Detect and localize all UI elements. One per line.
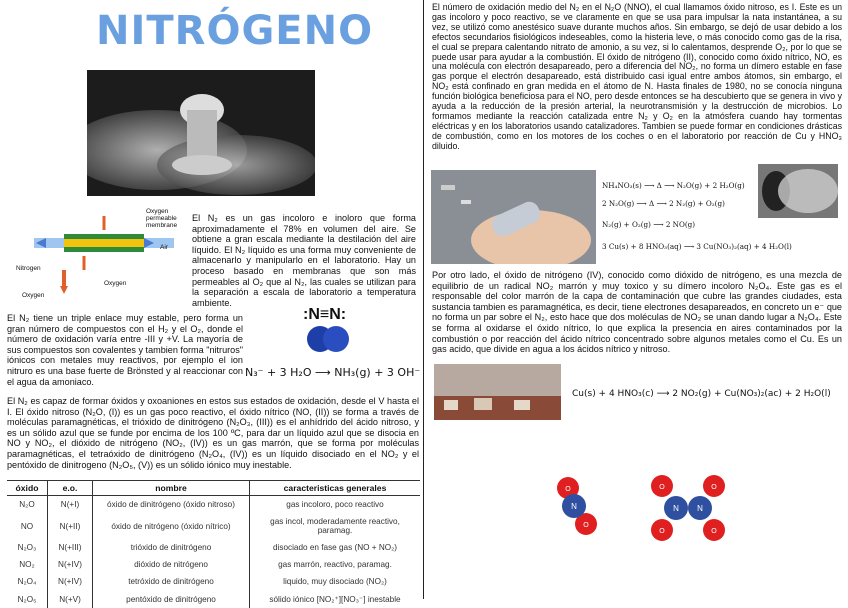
table-cell: N₂O (19, 500, 35, 509)
atom-label-o: O (583, 522, 589, 529)
no2-molecule-model (552, 476, 602, 536)
label-air: Air (160, 244, 168, 251)
equation-3: N₂(g) + O₂(g) ⟶ 2 NO(g) (602, 220, 696, 229)
intro-paragraph: El N₂ es un gas incoloro e inoloro que forma aproximadamente el 78% en volumen del aire. Se obtiene a gran escala mediante la destilación del aire líquido. El N₂ líquido es una forma muy conveniente de almacenarlo y manipularlo en el laboratorio. Hay un proceso basado en membranas que son más permeables al O₂ que al N₂, las cuales se utilizan para la separación a escala de laboratorio a temperatura ambiente. (192, 213, 416, 308)
atom-label-n: N (571, 502, 577, 511)
table-header: caracteristicas generales (250, 481, 421, 496)
atom-label-o: O (565, 486, 571, 493)
nitride-equation: N₃⁻ + 3 H₂O ⟶ NH₃(g) + 3 OH⁻ (245, 366, 421, 379)
triple-bond-paragraph: El N₂ tiene un triple enlace muy estable, pero forma un gran número de compuestos con el H₂ y el O₂, donde el número de oxidación varía entre -III y +V. La mayoría de sus compuestos son covalentes y tambien forma "nitruros" iónicos con metales muy reactivos, por ejemplo el ion nitruro es una base fuerte de Brönsted y al reaccionar con el agua da amoniaco. (7, 313, 243, 387)
table-cell: N(+I) (48, 496, 93, 514)
table-header: óxido (7, 481, 48, 496)
atom-label-n: N (697, 504, 703, 513)
equation-4: 3 Cu(s) + 8 HNO₃(aq) ⟶ 3 Cu(NO₃)₂(aq) + 4 H₂O(l) (602, 242, 792, 251)
table-cell: dióxido de nitrógeno (93, 556, 250, 573)
copper-nitric-equation: Cu(s) + 4 HNO₃(c) ⟶ 2 NO₂(g) + Cu(NO₃)₂(ac) + 2 H₂O(l) (572, 389, 831, 399)
table-cell: N₂O₄ (17, 577, 37, 586)
table-cell: gas incoloro, poco reactivo (250, 496, 421, 514)
exhaust-pipe-photo (758, 164, 838, 218)
table-cell: trióxido de dinitrógeno (93, 539, 250, 556)
table-cell: NO (20, 521, 34, 531)
table-cell: gas marrón, reactivo, paramag. (250, 556, 421, 573)
oxides-table (7, 480, 420, 608)
table-cell: N(+II) (48, 513, 93, 539)
table-cell: N(+IV) (48, 556, 93, 573)
table-row (7, 590, 420, 608)
table-cell: tetróxido de dinitrógeno (93, 573, 250, 590)
atom-label-o: O (659, 484, 665, 491)
table-cell: disociado en fase gas (NO + NO₂) (250, 539, 421, 556)
n2o4-molecule-model (648, 472, 728, 544)
table-cell: NO₂ (19, 560, 35, 569)
n2-molecule-model (306, 324, 350, 354)
table-header: e.o. (48, 481, 93, 496)
table-cell: sólido iónico [NO₂⁺][NO₃⁻] inestable (250, 590, 421, 608)
table-cell: N₂O₅ (17, 594, 37, 604)
table-cell: óxido de nitrógeno (óxido nítrico) (93, 513, 250, 539)
label-membrane: Oxygen permeable membrane (146, 208, 178, 229)
label-oxygen-1: Oxygen (104, 280, 127, 287)
table-cell: N(+III) (48, 539, 93, 556)
table-cell: pentóxido de dinitrógeno (93, 590, 250, 608)
table-row (7, 513, 420, 539)
table-row (7, 573, 420, 590)
lewis-structure: :N≡N: (303, 306, 347, 323)
equation-1: NH₄NO₃(s) ⟶ Δ ⟶ N₂O(g) + 2 H₂O(g) (602, 181, 745, 190)
liquid-nitrogen-photo (87, 70, 315, 196)
atom-label-o: O (659, 528, 665, 535)
nitrous-oxide-paragraph: El número de oxidación medio del N₂ en el N₂O (NNO), el cual llamamos óxido nitroso, es I. Este es un gas incoloro y poco reactivo, se ve claramente en que se usa para impulsar la nata instantánea, a su vez, se utilizó como anestésico suave durante muchos años. Sin embargo, se dejó de usar debido a los efectos secundarios fisiológicos indeseables, como la histeria leve, o más conocido como gas de la risa, el cual se prepara calentando nitrato de amonio, a su vez, si lo calentamos, desprende O₂, por lo que se puede usar para ayudar a la combustión. El óxido de nitrógeno (II), conocido como óxido nítrico, NO, es una molécula con electrón desapareado, pero a diferencia del NO₂, no forma un dímero estable en fase gas porque el electrón desapareado, está distribuido casi igual entre ambos átomos, sin embargo, el NO₂ está confinado en gran medida en el átomo de N. Hasta finales de 1980, no se conocía ninguna función biológica beneficiosa para el NO, pero desde entonces se ha descubierto que se genera in vivo y ayuda a la reducción de la presión arterial, la neurotransmisión y la destrucción de microbios. Lo formamos mediante la reacción catalizada entre N₂ y O₂ en la atmósfera cuando hay tormentas eléctricas y en los laboratorios usando catalizadores. Tambien se puede formar en condiciones drásticas de combustión, como en los motores de los coches o en el laboratorio por reacción de Cu y HNO₃ diluido. (432, 2, 842, 151)
table-row (7, 496, 420, 514)
oxides-paragraph: El N₂ es capaz de formar óxidos y oxoaniones en estos sus estados de oxidación, desde el V hasta el I. El óxido nitroso (N₂O, (I)) es un gas poco reactivo, el óxido nítrico (NO, (II)) se forma a través de moléculas paramagnéticas, el trióxido de dinitrógeno (N₂O₃, (III)) es el anhídrido del ácido nitroso, y es un sólido azul que se funde por encima de los 100 ºC, para dar un líquido azul que se disocia en NO y NO₂, el dióxido de nitrógeno (NO₂, (IV)) es un gas marrón, que se forma por moléculas paramagnéticas, el tetraóxido de dinitrógeno (N₂O₄, (IV)) es un líquido disociado en el NO₂ y el pentóxido de dinitrogeno (N₂O₅, (V)) es un sólido iónico muy inestable. (7, 396, 419, 470)
label-nitrogen: Nitrogen (16, 265, 41, 272)
cream-charger-photo (431, 170, 596, 264)
smog-city-photo (434, 364, 561, 420)
table-cell: óxido de dinitrógeno (óxido nitroso) (93, 496, 250, 514)
atom-label-o: O (711, 484, 717, 491)
table-row (7, 556, 420, 573)
label-oxygen-2: Oxygen (22, 292, 45, 299)
table-header-row (7, 481, 420, 496)
page-title: NITRÓGENO (96, 8, 374, 54)
nitrogen-dioxide-paragraph: Por otro lado, el óxido de nitrógeno (IV), conocido como dióxido de nitrógeno, es una mezcla de equilibrio de un radical NO₂ marrón y muy toxico y su dímero incoloro N₂O₄. Este gas es el responsable del color marrón de la capa de contaminación que cubre las grandes ciudades, esta sustancia tambien es paramagnética, es decir, tiene electrones desapareados, en concreto un e⁻ que no forma un par sobre el N₂, esto hace que dos moléculas de NO₂ se unan dando lugar a N₂O₄. Este se forma al oxidarse el óxido nítrico, lo que explica la presencia en aires contaminados por la combustión o por reacción del ácido nítrico concentrado sobre algunos metales como el Cu. Es un gas acido, que divide en agua a los ácidos nítrico y nitroso. (432, 270, 842, 355)
column-divider (423, 0, 424, 599)
table-row (7, 539, 420, 556)
table-cell: N(+IV) (48, 573, 93, 590)
atom-label-n: N (673, 504, 679, 513)
table-cell: N(+V) (48, 590, 93, 608)
table-cell: N₂O₃ (17, 543, 37, 552)
table-header: nombre (93, 481, 250, 496)
atom-label-o: O (711, 528, 717, 535)
equation-2: 2 N₂O(g) ⟶ Δ ⟶ 2 N₂(g) + O₂(g) (602, 199, 725, 208)
table-cell: liquido, muy disociado (NO₂) (250, 573, 421, 590)
table-cell: gas incol, moderadamente reactivo, paramag. (250, 513, 421, 539)
